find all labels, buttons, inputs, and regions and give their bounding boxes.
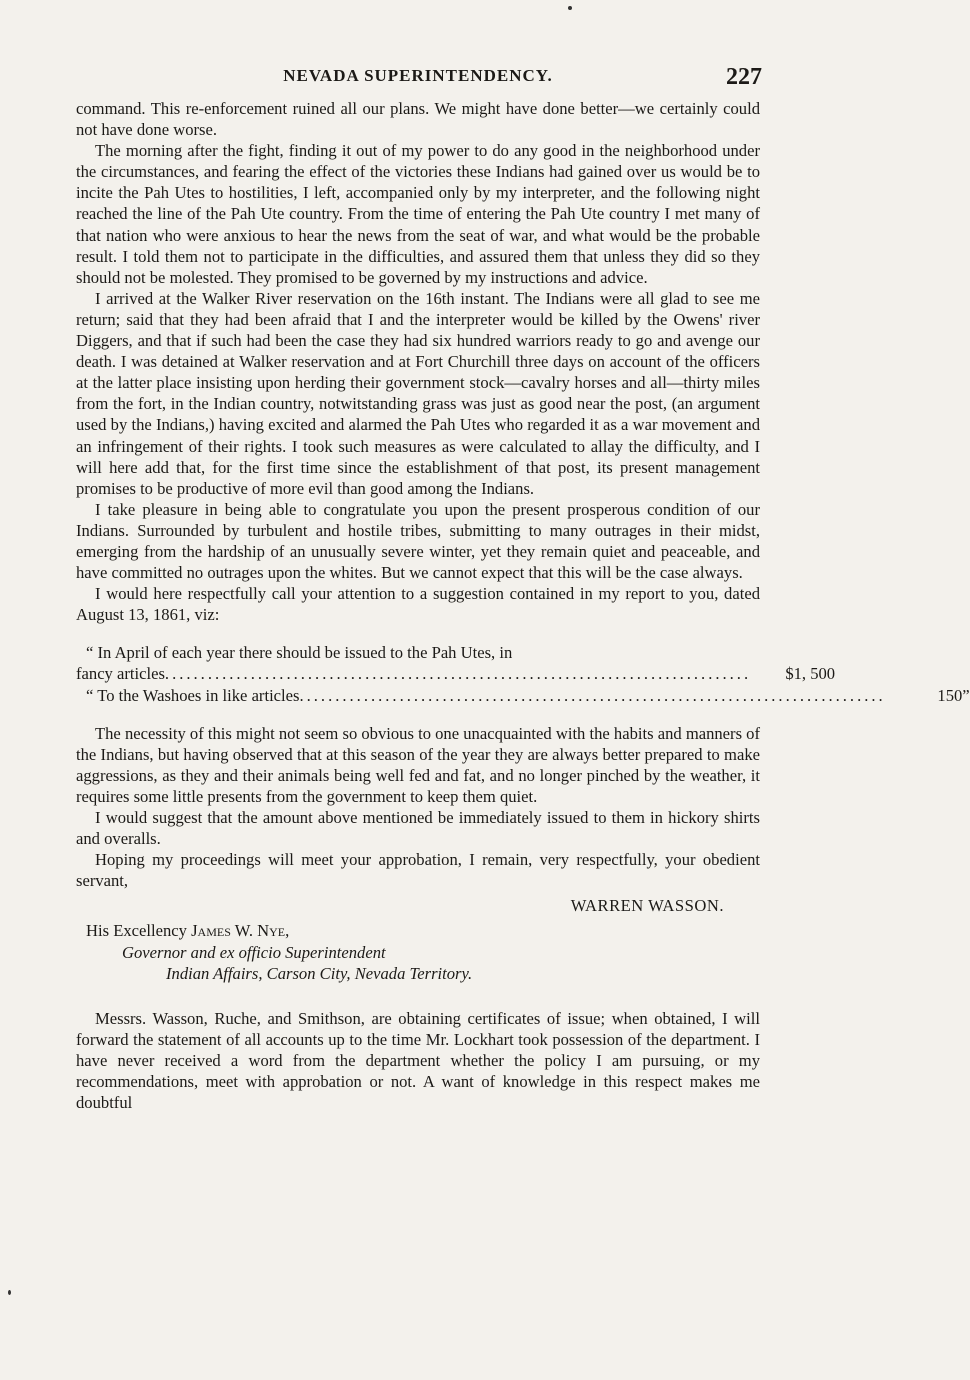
ink-speck <box>8 1290 11 1295</box>
quoted-appropriation <box>76 642 970 705</box>
quote-item-1-label: fancy articles <box>76 664 165 684</box>
addressee-line-2: Governor and ex officio Superintendent <box>122 942 386 962</box>
addressee-line-3: Indian Affairs, Carson City, Nevada Territory. <box>166 963 473 983</box>
quote-line-1: “ In April of each year there should be issued to the Pah Utes, in <box>86 643 513 663</box>
paragraph-7: I would suggest that the amount above mentioned be immediately issued to them in hickory shirts and overalls. <box>76 808 760 849</box>
paragraph-1: command. This re-enforcement ruined all our plans. We might have done better—we certainly could not have done worse. <box>76 99 760 140</box>
paragraph-4: I take pleasure in being able to congratulate you upon the present prosperous condition of our Indians. Surrounded by turbulent and hostile tribes, submitting to many outrages in their midst, emerging from the hardship of an unusually severe winter, yet they remain quiet and peaceable, and have committed no outrages upon the whites. But we cannot expect that this will be the case always. <box>76 499 760 583</box>
quote-item-1 <box>76 663 836 684</box>
leader-dots: .................................................................................. <box>164 664 752 684</box>
paragraph-3: I arrived at the Walker River reservation on the 16th instant. The Indians were all glad to see me return; said that they had been afraid that I and the interpreter would be killed by the Owens' river Diggers, and that if such had been the case they had six hundred warriors ready to go and avenge our death. I was detained at Walker reservation and at Fort Churchill three days on account of the officers at the latter place insisting upon herding their government stock—cavalry horses and all—thirty miles from the fort, in the Indian country, notwitstanding grass was just as good near the post, (an argument used by the Indians,) having excited and alarmed the Pah Utes who regarded it as a war movement and an infringement of their rights. I took such measures as were calculated to allay the difficulty, and I will here add that, for the first time since the establishment of that post, its present management promises to be productive of more evil than good among the Indians. <box>76 288 760 498</box>
document-page <box>76 64 970 1113</box>
signature: WARREN WASSON. <box>570 896 724 916</box>
addressee-name: James W. Nye, <box>191 921 290 941</box>
paragraph-9: Messrs. Wasson, Ruche, and Smithson, are obtaining certificates of issue; when obtained, I will forward the statement of all accounts up to the time Mr. Lockhart took possession of the department. I have never received a word from the department whether the policy I am pursuing, or my recommendations, meet with approbation or not. A want of knowledge in this respect makes me doubtful <box>76 1008 760 1113</box>
quote-item-2-amount: 150” <box>937 685 970 705</box>
paragraph-2: The morning after the fight, finding it out of my power to do any good in the neighborhood under the circumstances, and fearing the effect of the victories these Indians had gained over us would be to incite the Pah Utes to hostilities, I left, accompanied only by my interpreter, and the following night reached the line of the Pah Ute country. From the time of entering the Pah Ute country I met many of that nation who were anxious to hear the news from the seat of war, and what would be the probable result. I told them not to participate in the difficulties, and assured them that unless they did so they should not be molested. They promised to be governed by my instructions and advice. <box>76 141 760 287</box>
quote-item-2-label: “ To the Washoes in like articles <box>86 685 300 705</box>
running-title: NEVADA SUPERINTENDENCY. <box>283 66 553 85</box>
addressee-salutation: His Excellency <box>86 921 187 941</box>
letter-body <box>76 98 970 1113</box>
ink-speck <box>568 6 572 10</box>
page-header <box>76 64 760 98</box>
paragraph-5: I would here respectfully call your attention to a suggestion contained in my report to you, dated August 13, 1861, viz: <box>76 584 760 625</box>
quote-item-2 <box>76 685 970 706</box>
leader-dots: .................................................................................. <box>299 685 886 705</box>
quote-item-1-amount: $1, 500 <box>785 664 836 684</box>
paragraph-6: The necessity of this might not seem so obvious to one unacquainted with the habits and manners of the Indians, but having observed that at this season of the year they are always better prepared to make aggressions, as they and their animals being well fed and fat, and no longer pinched by the weather, it requires some little presents from the government to keep them quiet. <box>76 723 761 806</box>
addressee-block <box>76 920 760 983</box>
page-number: 227 <box>726 64 762 90</box>
addressee-line-1 <box>76 920 760 941</box>
paragraph-8: Hoping my proceedings will meet your approbation, I remain, very respectfully, your obedient servant, <box>76 850 760 891</box>
